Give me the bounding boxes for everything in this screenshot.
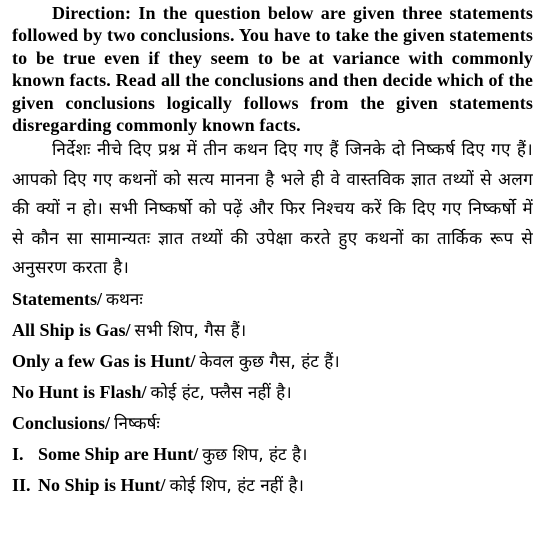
conclusion-1-hindi: कुछ शिप, हंट है। (202, 444, 308, 465)
conclusion-1-number: I. (12, 443, 24, 464)
conclusion-1-english: Some Ship are Hunt/ (38, 443, 199, 464)
conclusion-2 (12, 470, 533, 501)
direction-english: Direction: In the question below are given three statements followed by two conclusions. You have to take the given statements to be true even if they seem to be at variance with commonly known facts. Read all the conclusions and then decide which of the given conclusions logically follows from the given statements disregarding commonly known facts. (12, 3, 533, 136)
statement-1-hindi: सभी शिप, गैस हैं। (134, 320, 247, 341)
conclusions-heading-english: Conclusions/ (12, 412, 111, 433)
conclusion-1 (12, 439, 533, 470)
statement-2 (12, 346, 533, 377)
statement-3-english: No Hunt is Flash/ (12, 381, 147, 402)
statement-3 (12, 377, 533, 408)
statements-heading-hindi: कथनः (105, 289, 143, 310)
statement-1-english: All Ship is Gas/ (12, 319, 131, 340)
statement-2-english: Only a few Gas is Hunt/ (12, 350, 196, 371)
direction-hindi: निर्देशः नीचे दिए प्रश्न में तीन कथन दिए गए हैं जिनके दो निष्कर्ष दिए गए हैं। आपको दिए गए कथनों को सत्य मानना है भले ही वे वास्तविक ज्ञात तथ्यों से अलग की क्यों न हो। सभी निष्कर्षो को पढ़ें और फिर निश्चय करें कि दिए गए निष्कर्षो में से कौन सा सामान्यतः ज्ञात तथ्यों की उपेक्षा करते हुए कथनों का तार्किक रूप से अनुसरण करता है। (12, 140, 533, 279)
statements-heading (12, 284, 533, 315)
statement-3-hindi: कोई हंट, फ्लैस नहीं है। (150, 382, 292, 403)
conclusion-2-hindi: कोई शिप, हंट नहीं है। (169, 475, 304, 496)
conclusions-heading-hindi: निष्कर्षः (114, 413, 160, 434)
statement-2-hindi: केवल कुछ गैस, हंट हैं। (199, 351, 340, 372)
conclusion-2-number: II. (12, 474, 31, 495)
statements-heading-english: Statements/ (12, 288, 102, 309)
statement-1 (12, 315, 533, 346)
conclusions-heading (12, 408, 533, 439)
conclusion-2-english: No Ship is Hunt/ (38, 474, 166, 495)
